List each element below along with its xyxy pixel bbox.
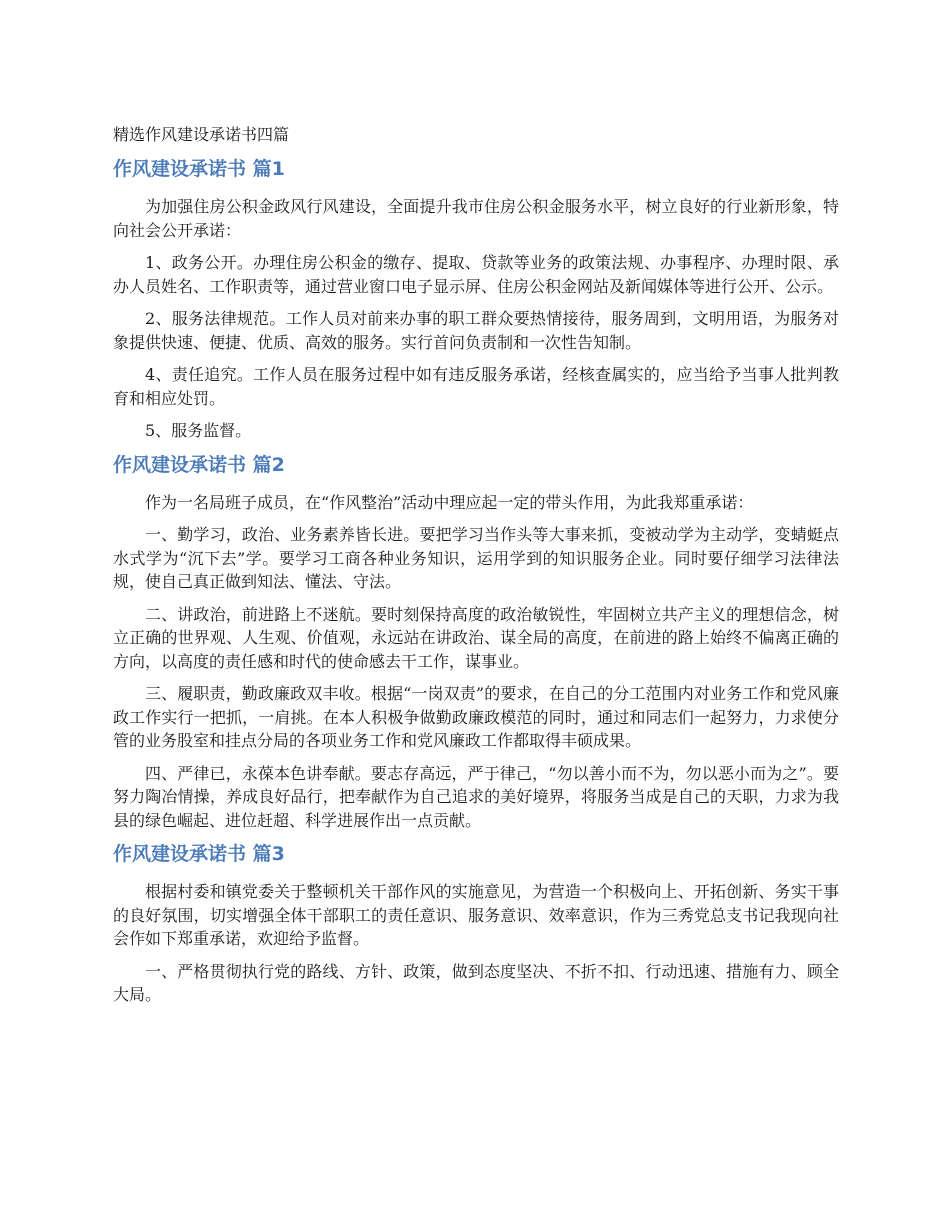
section-1 (113, 156, 839, 443)
paragraph: 4、责任追究。工作人员在服务过程中如有违反服务承诺，经核查属实的，应当给予当事人批判教育和相应处罚。 (113, 365, 839, 408)
document-title: 精选作风建设承诺书四篇 (113, 125, 290, 144)
section-3 (113, 841, 839, 1007)
document-page (113, 122, 839, 1016)
paragraph: 为加强住房公积金政风行风建设，全面提升我市住房公积金服务水平，树立良好的行业新形象，特向社会公开承诺： (113, 197, 839, 240)
paragraph: 一、勤学习，政治、业务素养皆长进。要把学习当作头等大事来抓，变被动学为主动学，变蜻蜓点水式学为“沉下去”学。要学习工商各种业务知识，运用学到的知识服务企业。同时要仔细学习法律法规，使自己真正做到知法、懂法、守法。 (113, 525, 839, 591)
paragraph: 四、严律已，永葆本色讲奉献。要志存高远，严于律己，“勿以善小而不为，勿以恶小而为之”。要努力陶冶情操，养成良好品行，把奉献作为自己追求的美好境界，将服务当成是自己的天职，力求为我县的绿色崛起、进位赶超、科学进展作出一点贡献。 (113, 763, 839, 830)
paragraph: 二、讲政治，前进路上不迷航。要时刻保持高度的政治敏锐性，牢固树立共产主义的理想信念，树立正确的世界观、人生观、价值观，永远站在讲政治、谋全局的高度，在前进的路上始终不偏离正确的方向，以高度的责任感和时代的使命感去干工作，谋事业。 (113, 604, 839, 671)
paragraph: 1、政务公开。办理住房公积金的缴存、提取、贷款等业务的政策法规、办事程序、办理时限、承办人员姓名、工作职责等，通过营业窗口电子显示屏、住房公积金网站及新闻媒体等进行公开、公示。 (113, 253, 839, 296)
paragraph: 作为一名局班子成员，在“作风整治”活动中理应起一定的带头作用，为此我郑重承诺： (145, 492, 754, 512)
section-heading: 作风建设承诺书 篇1 (113, 158, 285, 180)
paragraph: 根据村委和镇党委关于整顿机关干部作风的实施意见，为营造一个积极向上、开拓创新、务实干事的良好氛围，切实增强全体干部职工的责任意识、服务意识、效率意识，作为三秀党总支书记我现向社会作如下郑重承诺，欢迎给予监督。 (113, 882, 839, 948)
paragraph: 2、服务法律规范。工作人员对前来办事的职工群众要热情接待，服务周到，文明用语，为服务对象提供快速、便捷、优质、高效的服务。实行首问负责制和一次性告知制。 (113, 309, 839, 352)
paragraph: 三、履职责，勤政廉政双丰收。根据“一岗双责”的要求，在自己的分工范围内对业务工作和党风廉政工作实行一把抓，一肩挑。在本人积极争做勤政廉政模范的同时，通过和同志们一起努力，力求使分管的业务股室和挂点分局的各项业务工作和党风廉政工作都取得丰硕成果。 (113, 684, 839, 750)
paragraph: 一、严格贯彻执行党的路线、方针、政策，做到态度坚决、不折不扣、行动迅速、措施有力、顾全大局。 (113, 961, 839, 1004)
section-heading: 作风建设承诺书 篇2 (113, 453, 285, 476)
section-2 (113, 452, 839, 833)
paragraph: 5、服务监督。 (145, 421, 252, 440)
section-heading: 作风建设承诺书 篇3 (113, 843, 285, 865)
